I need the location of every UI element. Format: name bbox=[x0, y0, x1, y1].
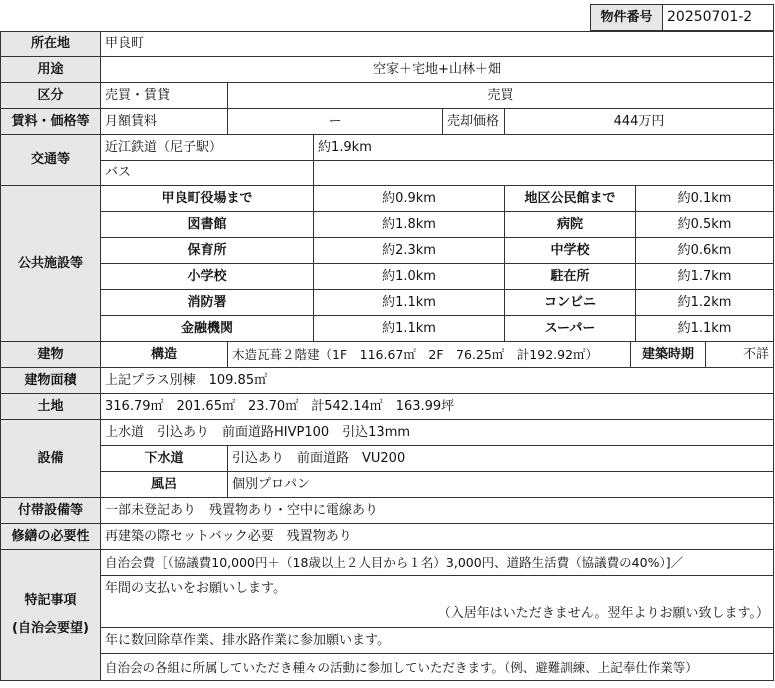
construction-period-value: 不詳 bbox=[705, 341, 774, 368]
land-value: 316.79㎡ 201.65㎡ 23.70㎡ 計542.14㎡ 163.99坪 bbox=[100, 393, 774, 420]
equipment-label: 設備 bbox=[0, 419, 101, 498]
category-sub: 売買・賃貸 bbox=[100, 82, 228, 109]
facility-distance-left: 約1.8km bbox=[313, 211, 505, 238]
usage-label: 用途 bbox=[0, 56, 101, 83]
usage-value: 空家＋宅地+山林＋畑 bbox=[100, 56, 774, 83]
bus-name: バス bbox=[100, 160, 314, 186]
location-value: 甲良町 bbox=[100, 31, 774, 57]
facility-name-left: 小学校 bbox=[100, 263, 314, 290]
monthly-rent-label: 月額賃料 bbox=[100, 108, 228, 135]
rail-name: 近江鉄道（尼子駅） bbox=[100, 134, 314, 161]
facilities-label: 公共施設等 bbox=[0, 185, 101, 342]
facility-name-left: 甲良町役場まで bbox=[100, 185, 314, 212]
repair-label: 修繕の必要性 bbox=[0, 523, 101, 550]
notes-line-4: 年に数回除草作業、排水路作業に参加願います。 bbox=[100, 627, 774, 654]
repair-value: 再建築の際セットバック必要 残置物あり bbox=[100, 523, 774, 550]
facility-name-left: 保育所 bbox=[100, 237, 314, 264]
facility-name-left: 金融機関 bbox=[100, 315, 314, 342]
facility-distance-right: 約0.1km bbox=[635, 185, 774, 212]
sale-price-label: 売却価格 bbox=[442, 108, 505, 135]
category-value: 売買 bbox=[227, 82, 774, 109]
price-label: 賃料・価格等 bbox=[0, 108, 101, 135]
category-label: 区分 bbox=[0, 82, 101, 109]
sewer-value: 引込あり 前面道路 VU200 bbox=[227, 445, 774, 472]
structure-value: 木造瓦葺２階建（1F 116.67㎡ 2F 76.25㎡ 計192.92㎡） bbox=[227, 341, 631, 368]
facility-name-right: 駐在所 bbox=[504, 263, 636, 290]
facility-name-left: 消防署 bbox=[100, 289, 314, 316]
building-label: 建物 bbox=[0, 341, 101, 368]
facility-distance-right: 約0.6km bbox=[635, 237, 774, 264]
transport-label: 交通等 bbox=[0, 134, 101, 186]
ancillary-value: 一部未登記あり 残置物あり・空中に電線あり bbox=[100, 497, 774, 524]
monthly-rent-value: ー bbox=[227, 108, 443, 135]
building-area-label: 建物面積 bbox=[0, 367, 101, 394]
property-number-label: 物件番号 bbox=[590, 4, 663, 31]
facility-distance-left: 約0.9km bbox=[313, 185, 505, 212]
notes-label bbox=[0, 549, 101, 681]
notes-label-line1: 特記事項 bbox=[24, 593, 77, 609]
sewer-label: 下水道 bbox=[100, 445, 228, 472]
facility-distance-left: 約1.0km bbox=[313, 263, 505, 290]
notes-label-line2: (自治会要望) bbox=[12, 621, 89, 636]
facility-distance-right: 約1.7km bbox=[635, 263, 774, 290]
land-label: 土地 bbox=[0, 393, 101, 420]
facility-name-left: 図書館 bbox=[100, 211, 314, 238]
facility-distance-left: 約1.1km bbox=[313, 289, 505, 316]
water-supply-value: 上水道 引込あり 前面道路HIVP100 引込13mm bbox=[100, 419, 774, 446]
building-area-value: 上記プラス別棟 109.85㎡ bbox=[100, 367, 774, 394]
facility-distance-right: 約0.5km bbox=[635, 211, 774, 238]
notes-line-3: （入居年はいただきません。翌年よりお願い致します。） bbox=[100, 601, 774, 628]
notes-line-2: 年間の支払いをお願いします。 bbox=[100, 575, 774, 602]
facility-name-right: スーパー bbox=[504, 315, 636, 342]
property-number-value: 20250701-2 bbox=[662, 4, 774, 31]
rail-distance: 約1.9km bbox=[313, 134, 774, 161]
bus-distance bbox=[313, 160, 774, 186]
facility-distance-left: 約2.3km bbox=[313, 237, 505, 264]
notes-line-5: 自治会の各組に所属していただき種々の活動に参加していただきます。（例、避難訓練、上記奉仕作業等） bbox=[100, 653, 774, 681]
facility-distance-right: 約1.1km bbox=[635, 315, 774, 342]
facility-name-right: 中学校 bbox=[504, 237, 636, 264]
facility-name-right: コンビニ bbox=[504, 289, 636, 316]
sale-price-value: 444万円 bbox=[504, 108, 774, 135]
bath-value: 個別プロパン bbox=[227, 471, 774, 498]
construction-period-label: 建築時期 bbox=[630, 341, 706, 368]
notes-line-1: 自治会費［（協議費10,000円＋（18歳以上２人目から１名）3,000円、道路生活費（協議費の40%）]／ bbox=[100, 549, 774, 576]
facility-distance-right: 約1.2km bbox=[635, 289, 774, 316]
facility-name-right: 病院 bbox=[504, 211, 636, 238]
location-label: 所在地 bbox=[0, 31, 101, 57]
bath-label: 風呂 bbox=[100, 471, 228, 498]
ancillary-label: 付帯設備等 bbox=[0, 497, 101, 524]
facility-distance-left: 約1.1km bbox=[313, 315, 505, 342]
structure-label: 構造 bbox=[100, 341, 228, 368]
facility-name-right: 地区公民館まで bbox=[504, 185, 636, 212]
